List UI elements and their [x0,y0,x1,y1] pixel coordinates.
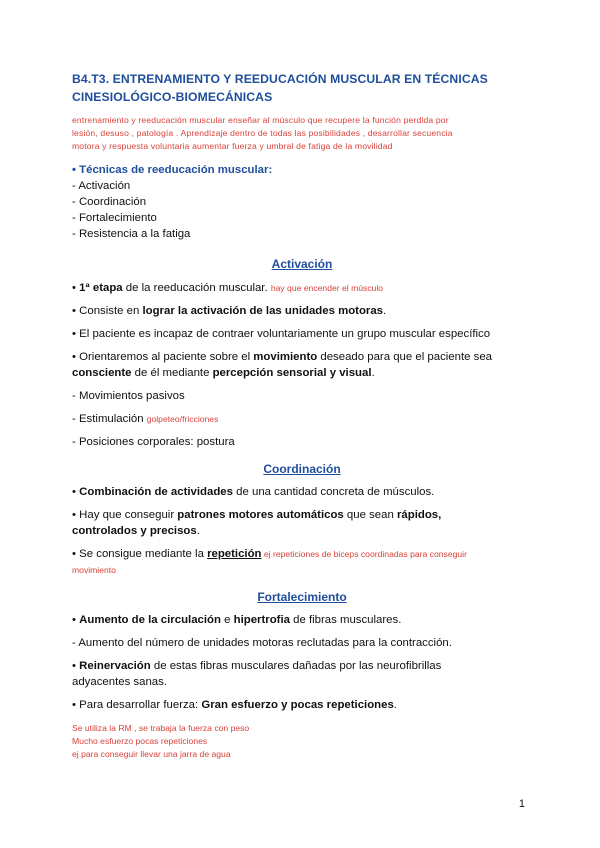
text: - Estimulación [72,413,147,425]
text: de la reeducación muscular. [122,282,271,294]
section-heading-coordination: Coordinación [263,462,341,476]
list-item: - Fortalecimiento [72,212,157,224]
text: de estas fibras musculares dañadas por las neurofibrillas [150,660,442,672]
text: • Consiste en [72,305,143,317]
text: • Para desarrollar fuerza: [72,699,202,711]
bold-text: controlados y precisos [72,525,197,537]
bold-text: Aumento de la circulación [79,614,221,626]
list-item: - Activación [72,180,131,192]
bold-text: lograr la activación de las unidades motoras [142,305,384,317]
note: ej repeticiones de biceps coordinadas para conseguir [261,549,467,559]
intro-note [72,114,532,153]
intro-note-line: entrenamiento y reeducación muscular enseñar al músculo que recupere la función perdida por [72,115,449,125]
text: • Se consigue mediante la [72,548,208,560]
text: adyacentes sanas. [72,676,167,688]
note-line: Mucho esfuerzo pocas repeticiones [72,736,208,746]
paragraph [72,507,532,539]
text: deseado para que el paciente sea [317,351,493,363]
text: e [220,614,234,626]
paragraph [72,303,532,319]
text: que sean [343,509,397,521]
text: de una cantidad concreta de músculos. [232,486,435,498]
bold-text: patrones motores automáticos [177,509,344,521]
section-heading-strengthening: Fortalecimiento [257,590,347,604]
bold-text: percepción sensorial y visual [212,367,372,379]
list-item: - Posiciones corporales: postura [72,436,235,448]
bold-text: hipertrofia [233,614,290,626]
bold-text: 1ª etapa [79,282,123,294]
document-page [72,70,532,761]
list-item: - Movimientos pasivos [72,390,185,402]
list-item: - Resistencia a la fatiga [72,228,191,240]
bold-underlined-text: repetición [207,548,262,560]
techniques-section [72,162,532,242]
list-item: - Coordinación [72,196,147,208]
note-line: Se utiliza la RM , se trabaja la fuerza con peso [72,723,250,733]
bold-text: Gran esfuerzo y pocas repeticiones [201,699,394,711]
note: golpeteo/fricciones [146,414,219,424]
intro-note-line: motora y respuesta voluntaria aumentar fuerza y umbral de fatiga de la movilidad [72,141,393,151]
text: • Hay que conseguir [72,509,178,521]
page-number: 1 [518,798,525,810]
title-line-2: CINESIOLÓGICO-BIOMECÁNICAS [72,90,273,104]
note: hay que encender el músculo [270,283,384,293]
list-item [72,411,532,427]
doc-title [72,70,532,106]
title-line-1: B4.T3. ENTRENAMIENTO Y REEDUCACIÓN MUSCULAR EN TÉCNICAS [72,72,488,86]
text: . [393,699,397,711]
text: • Orientaremos al paciente sobre el [72,351,254,363]
bold-text: movimiento [253,351,318,363]
note-line: ej para conseguir llevar una jarra de agua [72,749,231,759]
bold-text: consciente [72,367,132,379]
bold-text: rápidos, [396,509,442,521]
paragraph: • Reinervación de estas fibras musculares dañadas por las neurofibrillas adyacentes sanas. [72,660,442,688]
text: de él mediante [131,367,213,379]
techniques-heading: • Técnicas de reeducación muscular: [72,164,273,176]
paragraph: • 1ª etapa de la reeducación muscular. hay que encender el músculo [72,282,384,294]
text: de fibras musculares. [289,614,402,626]
paragraph [72,546,532,578]
paragraph: - Aumento del número de unidades motoras reclutadas para la contracción. [72,637,452,649]
section-heading-activation: Activación [271,257,333,271]
strengthening-notes [72,722,532,761]
paragraph: • El paciente es incapaz de contraer voluntariamente un grupo muscular específico [72,328,491,340]
paragraph [72,349,532,381]
note: movimiento [72,565,116,575]
paragraph: • Aumento de la circulación e hipertrofia de fibras musculares. [72,614,402,626]
paragraph [72,697,532,713]
bold-text: Combinación de actividades [79,486,233,498]
intro-note-line: lesión, desuso , patología . Aprendizaje dentro de todas las posibilidades , desarrollar secuencia [72,128,453,138]
text: . [371,367,375,379]
paragraph: • Combinación de actividades de una cantidad concreta de músculos. [72,486,435,498]
text: . [196,525,200,537]
bold-text: Reinervación [79,660,151,672]
text: . [383,305,387,317]
